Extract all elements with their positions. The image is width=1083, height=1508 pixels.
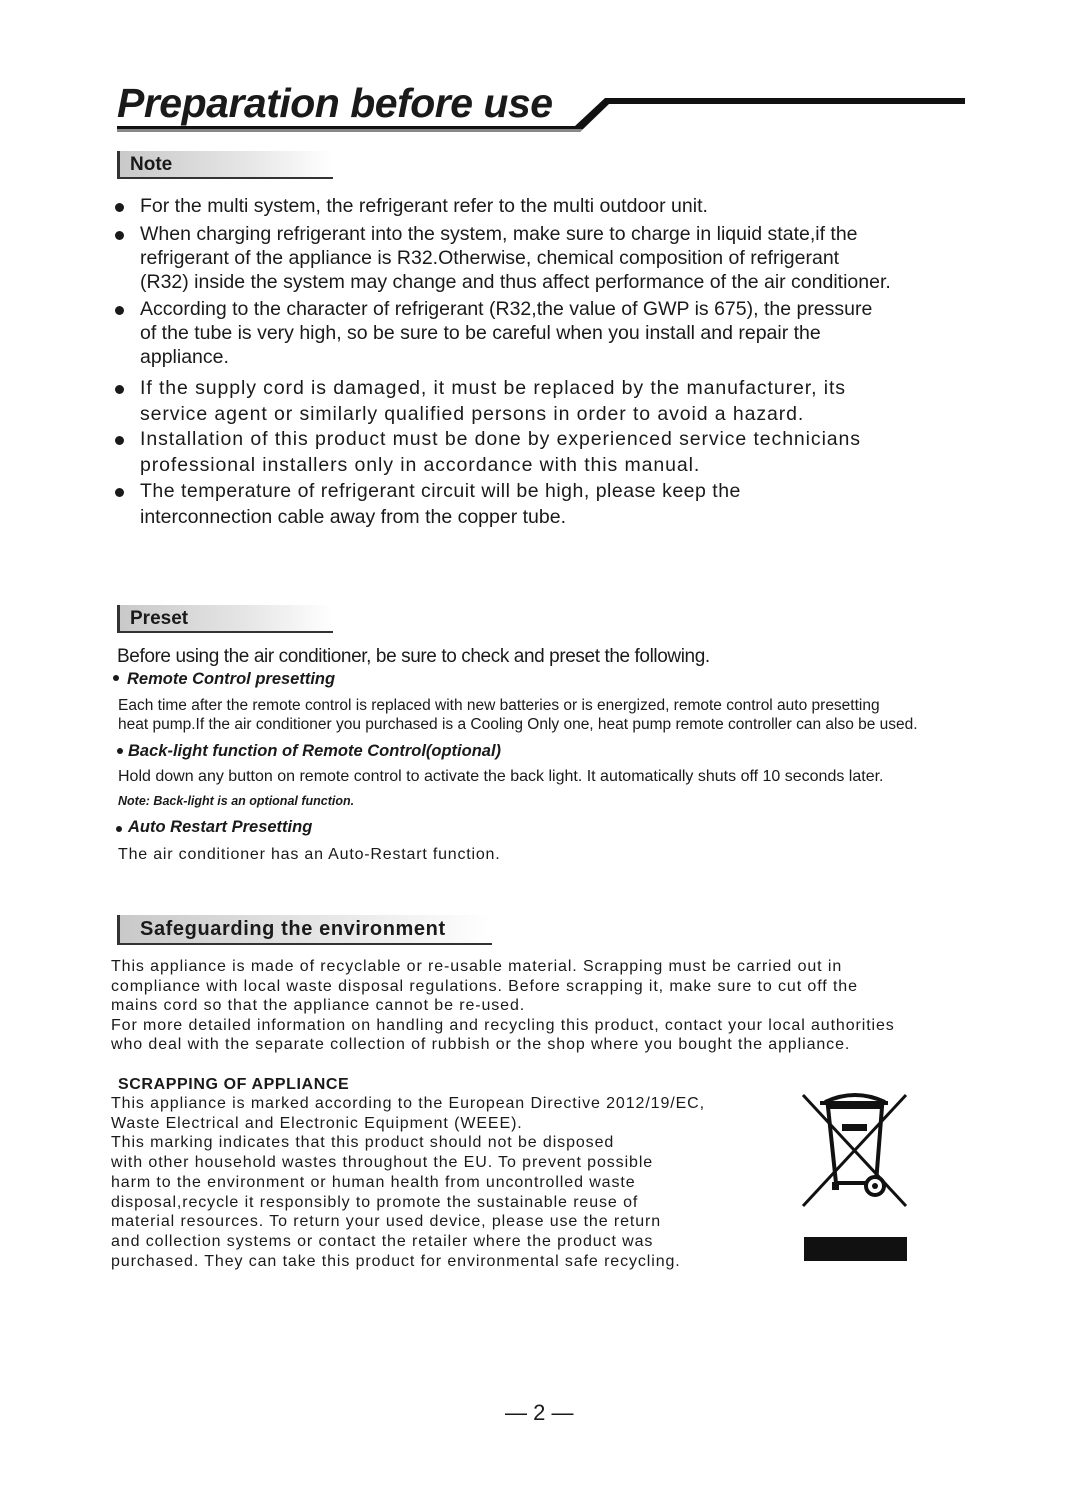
scrapping-line: material resources. To return your used device, please use the return (111, 1213, 662, 1231)
environment-line: compliance with local waste disposal regulations. Before scrapping it, make sure to cut off the (111, 977, 858, 995)
preset-intro: Before using the air conditioner, be sure to check and preset the following. (117, 646, 710, 667)
note-bullet-line: of the tube is very high, so be sure to be careful when you install and repair the (140, 322, 821, 344)
scrapping-line: purchased. They can take this product for environmental safe recycling. (111, 1252, 681, 1270)
bullet-dot (115, 203, 124, 212)
scrapping-heading: SCRAPPING OF APPLIANCE (118, 1076, 350, 1093)
page-number: — 2 — (505, 1400, 574, 1425)
environment-line: For more detailed information on handling and recycling this product, contact your local authorities (111, 1016, 895, 1034)
section-header-environment (117, 915, 492, 945)
backlight-title: Back-light function of Remote Control(optional) (128, 742, 502, 760)
remote-presetting-title: Remote Control presetting (127, 670, 336, 688)
note-bullet-line: appliance. (140, 346, 229, 368)
page-title: Preparation before use (117, 80, 553, 126)
section-title: Note (130, 154, 173, 175)
section-title: Safeguarding the environment (140, 918, 446, 940)
backlight-note: Note: Back-light is an optional function. (118, 794, 355, 808)
section-title: Preset (130, 608, 189, 629)
scrapping-line: with other household wastes throughout the EU. To prevent possible (111, 1154, 654, 1172)
bullet-dot (115, 231, 124, 240)
note-bullet-line: The temperature of refrigerant circuit will be high, please keep the (140, 480, 741, 502)
section-header-note (117, 151, 333, 179)
note-bullet-line: When charging refrigerant into the system, make sure to charge in liquid state,if the (140, 223, 858, 245)
auto-restart-text: The air conditioner has an Auto-Restart function. (118, 846, 501, 863)
note-bullet-line: According to the character of refrigerant (R32,the value of GWP is 675), the pressure (140, 298, 873, 320)
scrapping-line: harm to the environment or human health from uncontrolled waste (111, 1173, 636, 1191)
environment-line: who deal with the separate collection of rubbish or the shop where you bought the appliance. (111, 1036, 851, 1054)
remote-presetting-line: heat pump.If the air conditioner you purchased is a Cooling Only one, heat pump remote controller can also be used. (118, 716, 918, 733)
note-bullet-line: refrigerant of the appliance is R32.Otherwise, chemical composition of refrigerant (140, 247, 840, 269)
title-underline (0, 0, 1083, 160)
scrapping-line: and collection systems or contact the retailer where the product was (111, 1232, 654, 1250)
note-bullet-line: If the supply cord is damaged, it must be replaced by the manufacturer, its (140, 377, 846, 399)
bullet-dot (115, 306, 124, 315)
auto-restart-title: Auto Restart Presetting (128, 818, 313, 836)
scrapping-line: This marking indicates that this product should not be disposed (111, 1134, 615, 1152)
note-bullet-line: For the multi system, the refrigerant refer to the multi outdoor unit. (140, 195, 708, 217)
scrapping-line: Waste Electrical and Electronic Equipment (WEEE). (111, 1114, 523, 1132)
scrapping-line: disposal,recycle it responsibly to promote the sustainable reuse of (111, 1193, 639, 1211)
environment-line: This appliance is made of recyclable or re-usable material. Scrapping must be carried out in (111, 958, 843, 975)
note-bullet-line: service agent or similarly qualified persons in order to avoid a hazard. (140, 403, 805, 425)
scrapping-line: This appliance is marked according to the European Directive 2012/19/EC, (111, 1095, 705, 1112)
bullet-dot (115, 385, 124, 394)
bullet-dot (115, 488, 124, 497)
bullet-dot (115, 436, 124, 445)
page-number-value: 2 (533, 1400, 546, 1425)
note-bullet-line: interconnection cable away from the copper tube. (140, 506, 567, 528)
note-bullet-line: (R32) inside the system may change and thus affect performance of the air conditioner. (140, 271, 891, 293)
remote-presetting-line: Each time after the remote control is replaced with new batteries or is energized, remote control auto presetting (118, 697, 880, 714)
backlight-text: Hold down any button on remote control to activate the back light. It automatically shuts off 10 seconds later. (118, 768, 884, 785)
note-bullet-line: Installation of this product must be done by experienced service technicians (140, 428, 861, 450)
note-bullet-line: professional installers only in accordance with this manual. (140, 454, 701, 476)
weee-crossed-bin-icon (800, 1090, 910, 1265)
environment-line: mains cord so that the appliance cannot be re-used. (111, 997, 526, 1015)
section-header-preset (117, 605, 333, 633)
